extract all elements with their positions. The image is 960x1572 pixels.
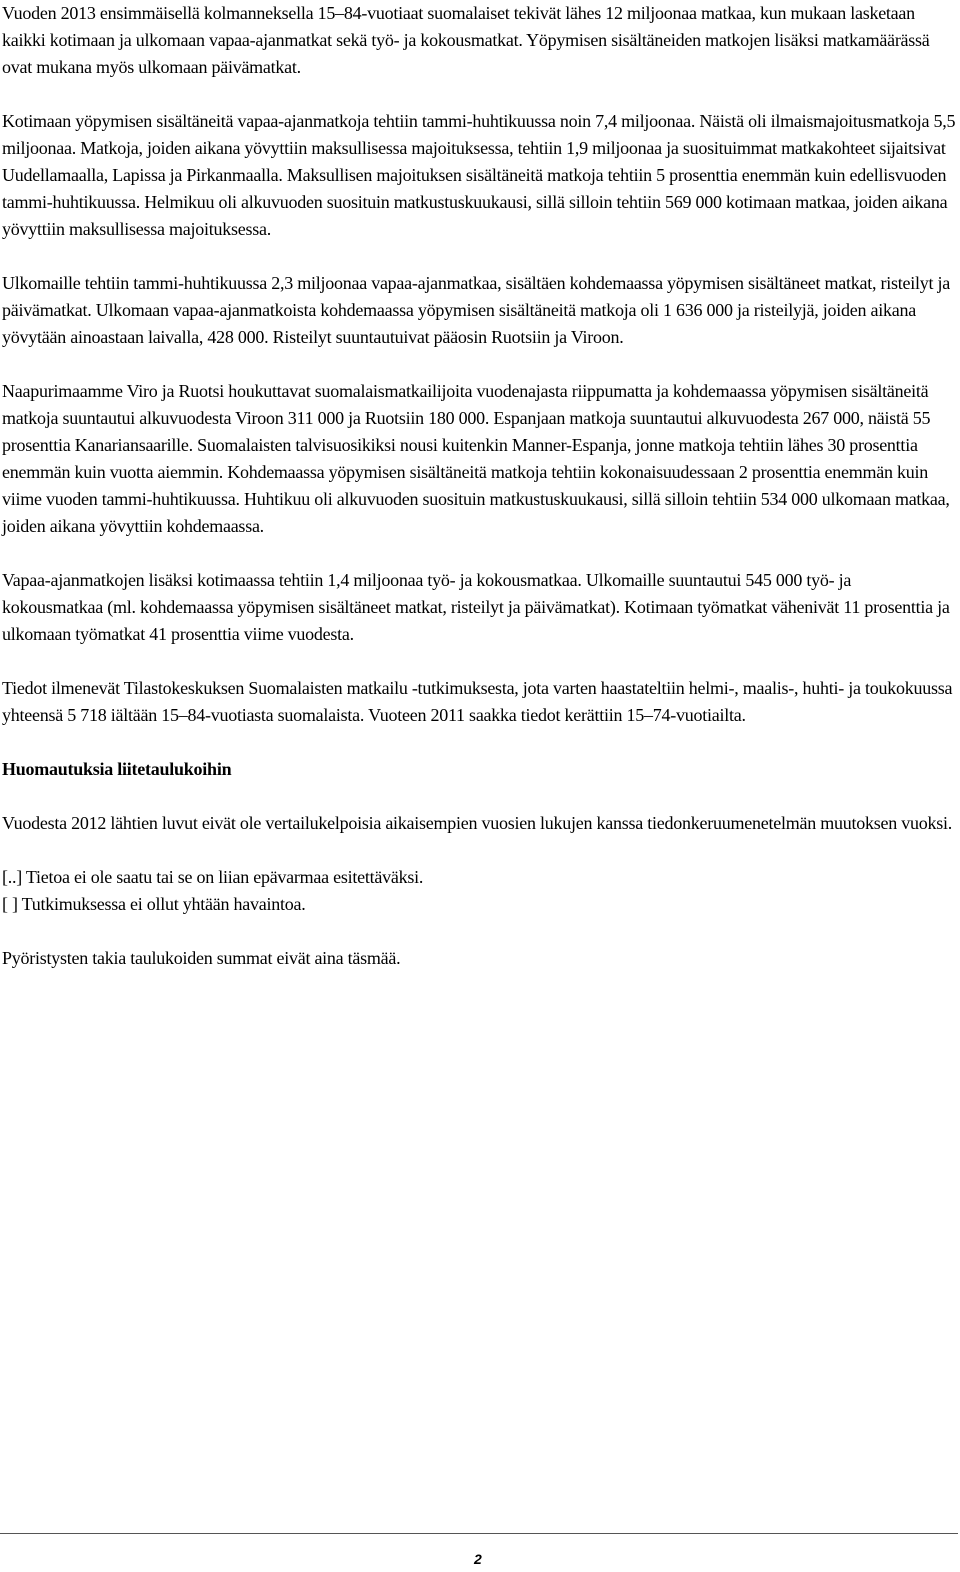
notes-heading: Huomautuksia liitetaulukoihin bbox=[2, 759, 232, 779]
footer-divider bbox=[0, 1533, 958, 1534]
paragraph-trip-totals: Vuoden 2013 ensimmäisellä kolmanneksella 15–84-vuotiaat suomalaiset tekivät lähes 12 miljoonaa matkaa, kun mukaan lasketaan kaikki kotimaan ja ulkomaan vapaa-ajanmatkat sekä työ- ja kokousmatkat. Yöpymisen sisältäneiden matkojen lisäksi matkamäärässä ovat mukana myös ulkomaan päivämatkat. bbox=[2, 3, 930, 77]
paragraph-data-source: Tiedot ilmenevät Tilastokeskuksen Suomalaisten matkailu -tutkimuksesta, jota varten haastateltiin helmi-, maalis-, huhti- ja toukokuussa yhteensä 5 718 iältään 15–84-vuotiasta suomalaista. Vuoteen 2011 saakka tiedot kerättiin 15–74-vuotiailta. bbox=[2, 678, 953, 725]
paragraph-business-trips: Vapaa-ajanmatkojen lisäksi kotimaassa tehtiin 1,4 miljoonaa työ- ja kokousmatkaa. Ulkomaille suuntautui 545 000 työ- ja kokousmatkaa (ml. kohdemaassa yöpymisen sisältäneet matkat, risteilyt ja päivämatkat). Kotimaan työmatkat vähenivät 11 prosenttia ja ulkomaan työmatkat 41 prosenttia viime vuodesta. bbox=[2, 570, 950, 644]
paragraph-domestic-leisure-trips: Kotimaan yöpymisen sisältäneitä vapaa-ajanmatkoja tehtiin tammi-huhtikuussa noin 7,4 miljoonaa. Näistä oli ilmaismajoitusmatkoja 5,5 miljoonaa. Matkoja, joiden aikana yövyttiin maksullisessa majoituksessa, tehtiin 1,9 miljoonaa ja suosituimmat matkakohteet sijaitsivat Uudellamaalla, Lapissa ja Pirkanmaalla. Maksullisen majoituksen sisältäneitä matkoja tehtiin 5 prosenttia enemmän kuin edellisvuoden tammi-huhtikuussa. Helmikuu oli alkuvuoden suosituin matkustuskuukausi, sillä silloin tehtiin 569 000 kotimaan matkaa, joiden aikana yövyttiin maksullisessa majoituksessa. bbox=[2, 111, 956, 239]
paragraph-destination-countries: Naapurimaamme Viro ja Ruotsi houkuttavat suomalaismatkailijoita vuodenajasta riippumatta ja kohdemaassa yöpymisen sisältäneitä matkoja suuntautui alkuvuodesta Viroon 311 000 ja Ruotsiin 180 000. Espanjaan matkoja suuntautui alkuvuodesta 267 000, näistä 55 prosenttia Kanariansaarille. Suomalaisten talvisuosikiksi nousi kuitenkin Manner-Espanja, jonne matkoja tehtiin lähes 30 prosenttia enemmän kuin vuotta aiemmin. Kohdemaassa yöpymisen sisältäneitä matkoja tehtiin kokonaisuudessaan 2 prosenttia enemmän kuin viime vuoden tammi-huhtikuussa. Huhtikuu oli alkuvuoden suosituin matkustuskuukausi, sillä silloin tehtiin 534 000 ulkomaan matkaa, joiden aikana yövyttiin kohdemaassa. bbox=[2, 381, 950, 536]
note-rounding: Pyöristysten takia taulukoiden summat eivät aina täsmää. bbox=[2, 948, 401, 968]
paragraph-foreign-leisure-trips: Ulkomaille tehtiin tammi-huhtikuussa 2,3 miljoonaa vapaa-ajanmatkaa, sisältäen kohdemaassa yöpymisen sisältäneet matkat, risteilyt ja päivämatkat. Ulkomaan vapaa-ajanmatkoista kohdemaassa yöpymisen sisältäneitä matkoja oli 1 636 000 ja risteilyjä, joiden aikana yövytään ainoastaan laivalla, 428 000. Risteilyt suuntautuivat pääosin Ruotsiin ja Viroon. bbox=[2, 273, 950, 347]
note-comparability: Vuodesta 2012 lähtien luvut eivät ole vertailukelpoisia aikaisempien vuosien lukujen kanssa tiedonkeruumenetelmän muutoksen vuoksi. bbox=[2, 813, 952, 833]
document-body bbox=[2, 0, 956, 999]
note-legend-no-observations: [ ] Tutkimuksessa ei ollut yhtään havaintoa. bbox=[2, 894, 306, 914]
note-legend-unavailable: [..] Tietoa ei ole saatu tai se on liian epävarmaa esitettäväksi. bbox=[2, 867, 424, 887]
page-number: 2 bbox=[474, 1551, 482, 1567]
